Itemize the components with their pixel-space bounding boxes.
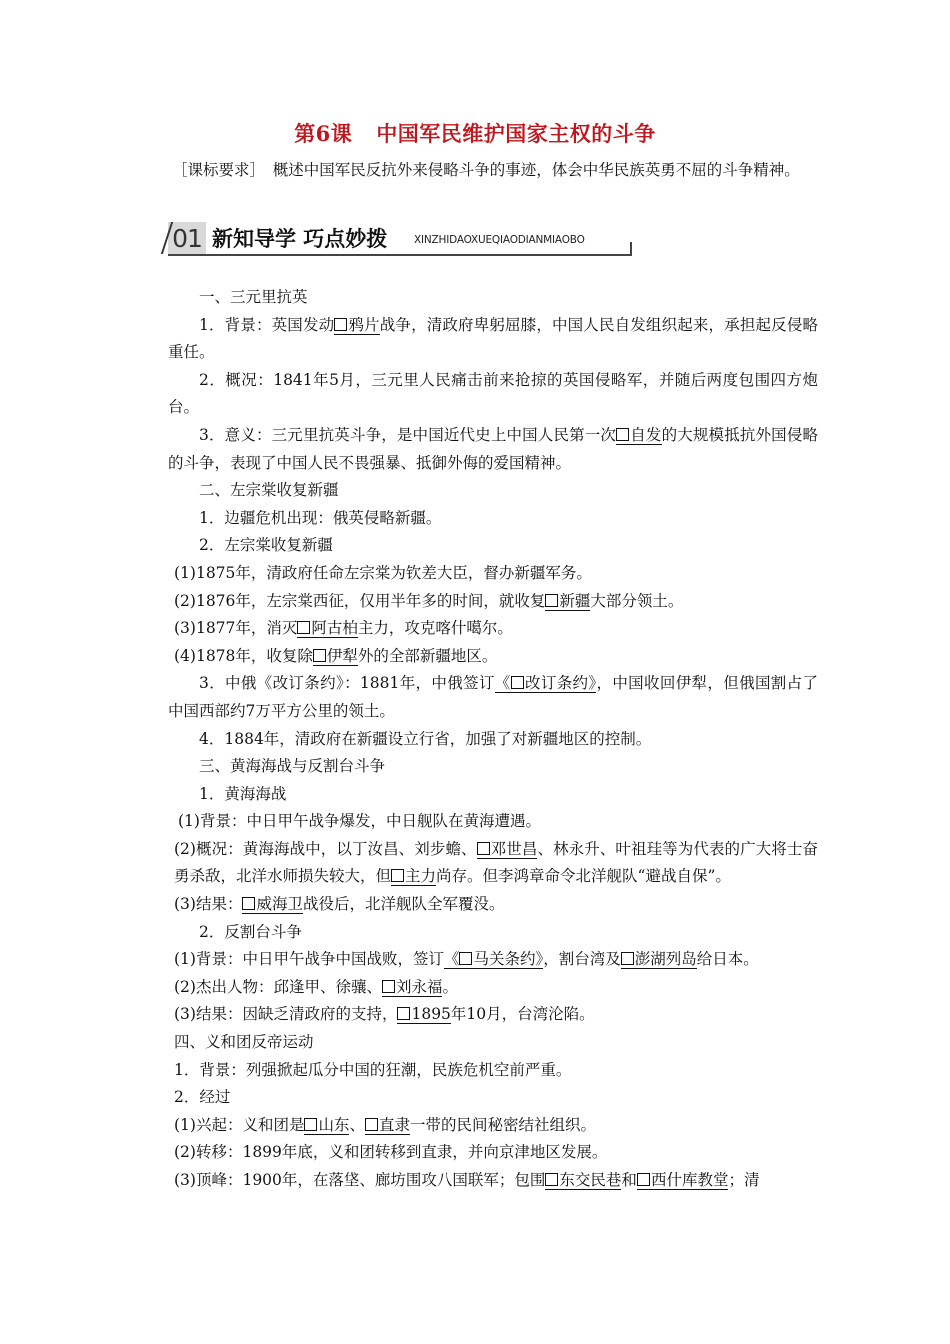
checkbox-icon	[621, 952, 634, 965]
paragraph: (2)杰出人物：邱逢甲、徐骧、 刘永福。	[174, 977, 458, 996]
checkbox-icon	[511, 676, 524, 689]
paragraph: 1．黄海海战	[199, 784, 287, 803]
lesson-name: 中国军民维护国家主权的斗争	[376, 121, 656, 146]
paragraph: (3)1877年，消灭 阿古柏主力，攻克喀什噶尔。	[174, 619, 513, 638]
paragraph: (1)兴起：义和团是 山东、 直隶一带的民间秘密结社组织。	[174, 1115, 597, 1134]
checkbox-icon	[616, 428, 629, 441]
fill-blank: 1895	[397, 1005, 450, 1024]
paragraph: 1．边疆危机出现：俄英侵略新疆。	[199, 508, 442, 527]
fill-blank: 新疆	[545, 592, 590, 611]
lesson-number: 第6课	[294, 121, 353, 146]
requirement-label: ［课标要求］	[172, 161, 258, 179]
paragraph: (1)背景：中日甲午战争中国战败，签订《 马关条约》，割台湾及 澎湖列岛给日本。	[174, 950, 759, 969]
paragraph: 2．概况：1841年5月，三元里人民痛击前来抢掠的英国侵略军，并随后两度包围四方炮台。	[168, 370, 818, 417]
paragraph: 1．背景：列强掀起瓜分中国的狂潮，民族危机空前严重。	[174, 1060, 572, 1079]
section-banner	[168, 222, 632, 256]
paragraph: 3．中俄《改订条约》：1881年，中俄签订《 改订条约》，中国收回伊犁，但俄国割占了中国西部约7万平方公里的领土。	[168, 674, 818, 720]
section-heading: 一、三元里抗英	[199, 288, 308, 306]
fill-blank: 澎湖列岛	[621, 950, 697, 969]
checkbox-icon	[313, 649, 326, 662]
paragraph: 2．反割台斗争	[199, 922, 302, 941]
paragraph: 1．背景：英国发动 鸦片战争，清政府卑躬屈膝，中国人民自发组织起来，承担起反侵略重任。	[168, 315, 818, 362]
fill-blank: 伊犁	[313, 647, 358, 666]
checkbox-icon	[365, 1118, 378, 1131]
section-heading: 四、义和团反帝运动	[174, 1033, 314, 1052]
checkbox-icon	[391, 869, 404, 882]
section-heading: 二、左宗棠收复新疆	[199, 481, 339, 500]
banner-underline	[168, 254, 632, 256]
paragraph: (2)转移：1899年底，义和团转移到直隶，并向京津地区发展。	[174, 1143, 608, 1162]
checkbox-icon	[637, 1173, 650, 1186]
paragraph: (2)概况：黄海海战中，以丁汝昌、刘步蟾、 邓世昌、林永升、叶祖珪等为代表的广大将士奋勇杀敌，北洋水师损失较大，但 主力尚存。但李鸿章命令北洋舰队“避战自保”。	[174, 839, 818, 886]
curriculum-requirement	[168, 156, 818, 184]
fill-blank: 主力	[391, 867, 436, 886]
requirement-text: 概述中国军民反抗外来侵略斗争的事迹，体会中华民族英勇不屈的斗争精神。	[272, 161, 800, 179]
paragraph: 2．左宗棠收复新疆	[199, 536, 333, 555]
paragraph: 3．意义：三元里抗英斗争，是中国近代史上中国人民第一次 自发的大规模抵抗外国侵略的斗争，表现了中国人民不畏强暴、抵御外侮的爱国精神。	[168, 425, 818, 472]
content-body	[168, 284, 818, 1195]
checkbox-icon	[334, 318, 347, 331]
checkbox-icon	[545, 594, 558, 607]
page-title	[0, 118, 950, 148]
fill-blank: 东交民巷	[545, 1171, 621, 1190]
fill-blank: 自发	[616, 426, 661, 445]
section-heading: 三、黄海海战与反割台斗争	[199, 757, 386, 776]
paragraph: 4．1884年，清政府在新疆设立行省，加强了对新疆地区的控制。	[199, 729, 652, 748]
fill-blank: 阿古柏	[297, 619, 358, 638]
paragraph: 2．经过	[174, 1088, 231, 1107]
checkbox-icon	[545, 1173, 558, 1186]
fill-blank: 《 改订条约》	[494, 674, 597, 693]
fill-blank: 鸦片	[334, 316, 379, 335]
checkbox-icon	[459, 952, 472, 965]
banner-heading: 新知导学 巧点妙拨	[212, 226, 388, 251]
fill-blank: 邓世昌	[477, 840, 538, 859]
banner-end-tick	[630, 242, 632, 256]
paragraph: (4)1878年，收复除 伊犁外的全部新疆地区。	[174, 646, 498, 665]
fill-blank: 西什库教堂	[637, 1171, 729, 1190]
paragraph: (3)顶峰：1900年，在落垡、廊坊围攻八国联军；包围 东交民巷和 西什库教堂；清	[174, 1171, 760, 1189]
checkbox-icon	[242, 897, 255, 910]
paragraph: (1)1875年，清政府任命左宗棠为钦差大臣，督办新疆军务。	[174, 563, 592, 582]
checkbox-icon	[397, 1007, 410, 1020]
fill-blank: 威海卫	[242, 895, 303, 914]
paragraph: (2)1876年，左宗棠西征，仅用半年多的时间，就收复 新疆大部分领土。	[174, 591, 684, 610]
checkbox-icon	[304, 1118, 317, 1131]
banner-number: 01	[168, 222, 206, 254]
paragraph: (3)结果：因缺乏清政府的支持， 1895年10月，台湾沦陷。	[174, 1005, 595, 1024]
fill-blank: 《 马关条约》	[443, 950, 544, 969]
banner-pinyin: XINZHIDAOXUEQIAODIANMIAOBO	[414, 234, 585, 246]
paragraph: (3)结果： 威海卫战役后，北洋舰队全军覆没。	[174, 895, 505, 914]
fill-blank: 山东	[304, 1116, 349, 1135]
paragraph: (1)背景：中日甲午战争爆发，中日舰队在黄海遭遇。	[178, 812, 541, 831]
checkbox-icon	[297, 621, 310, 634]
checkbox-icon	[382, 980, 395, 993]
checkbox-icon	[477, 842, 490, 855]
fill-blank: 直隶	[365, 1116, 410, 1135]
fill-blank: 刘永福	[382, 978, 443, 997]
